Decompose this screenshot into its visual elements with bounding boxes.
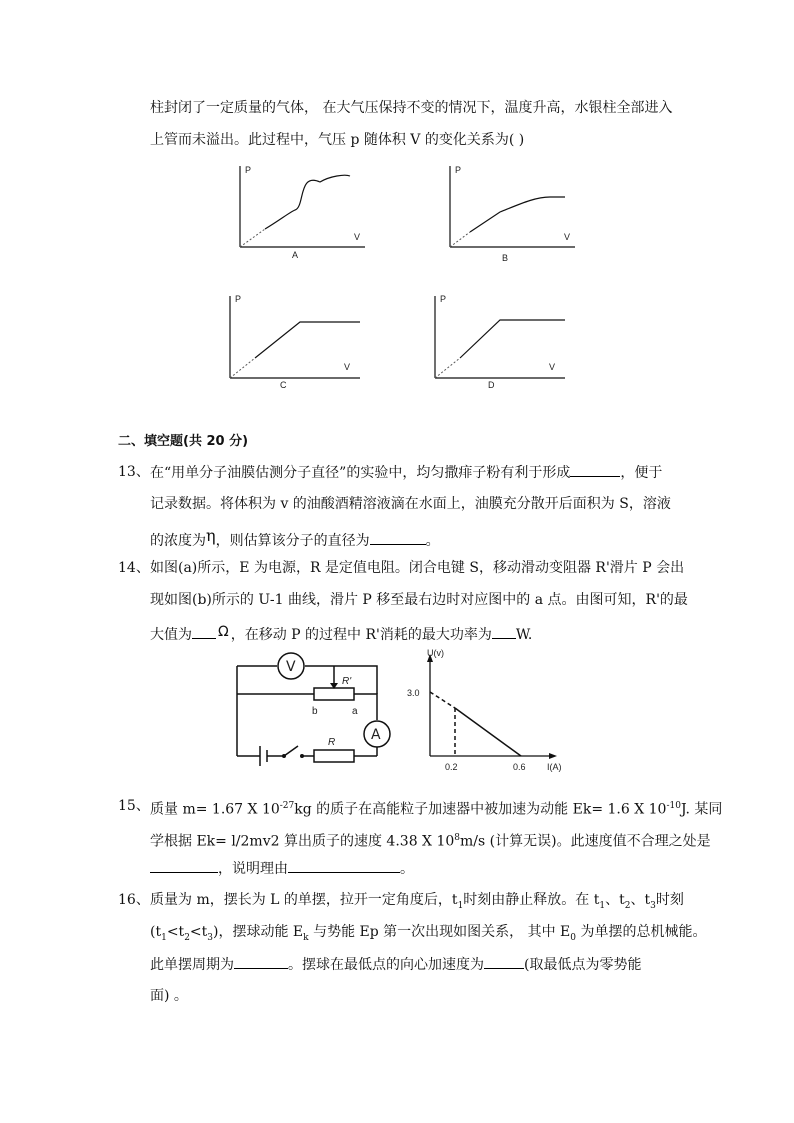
q15-text: 学根据 Ek= l/2mv2 算出质子的速度 4.38 X 10: [150, 833, 455, 850]
q13-line-1: [150, 462, 662, 483]
q16-text: 为单摆的总机械能。: [576, 924, 707, 940]
q16-text: (t: [150, 924, 162, 940]
q16-subscript: 3: [207, 932, 214, 943]
resistor-label: R: [328, 737, 336, 748]
q13-text: 。: [425, 533, 440, 549]
q16-subscript: 2: [184, 932, 190, 943]
graph-d-p-label: P: [440, 294, 447, 304]
graph-d-label: D: [488, 380, 495, 390]
eta-symbol: η: [206, 526, 216, 545]
q13-line-2: 记录数据。将体积为 v 的油酸酒精溶液滴在水面上，油膜充分散开后面积为 S，溶液: [150, 496, 671, 512]
answer-blank[interactable]: [234, 954, 288, 969]
q16-subscript: 1: [599, 900, 606, 911]
q15-text: ，说明理由: [218, 861, 288, 877]
q15-exponent: 8: [454, 833, 461, 843]
q16-line-3: [150, 954, 641, 975]
answer-blank[interactable]: [570, 462, 620, 477]
q16-subscript: k: [303, 932, 309, 943]
ui-ylabel: U(v): [427, 648, 444, 658]
q15-number: 15、: [118, 798, 150, 814]
q14-line-3: [150, 622, 532, 645]
q15-text: kg 的质子在高能粒子加速器中被加速为动能 Ek= 1.6 X 10: [294, 801, 667, 818]
q16-text: 此单摆周期为: [150, 957, 234, 973]
q13-line-3: [150, 526, 440, 551]
q16-text: 、t: [605, 892, 625, 908]
q16-text: 质量为 m，摆长为 L 的单摆，拉开一定角度后，t: [150, 892, 458, 908]
q15-text: 质量 m= 1.67 X 10: [150, 801, 280, 818]
q15-text: J. 某同: [680, 801, 723, 818]
voltmeter-label: V: [286, 659, 296, 675]
q15-exponent: -27: [279, 801, 295, 811]
q14-text: W.: [515, 627, 533, 643]
graph-a-p-label: P: [245, 165, 252, 175]
ui-y-tick: 3.0: [407, 688, 420, 698]
q13-number: 13、: [118, 464, 150, 480]
ammeter-label: A: [371, 727, 381, 743]
q16-text: 、t: [630, 892, 651, 908]
graph-a-label: A: [292, 250, 299, 260]
q12-line-1: 柱封闭了一定质量的气体， 在大气压保持不变的情况下，温度升高，水银柱全部进入: [150, 100, 673, 116]
q16-line-1: [150, 890, 684, 916]
point-b-label: b: [312, 706, 318, 717]
answer-blank[interactable]: [370, 530, 426, 545]
circuit-diagram: [232, 648, 392, 773]
omega-symbol: Ω: [218, 624, 229, 640]
q16-number: 16、: [118, 892, 150, 908]
ui-x-tick-2: 0.6: [513, 762, 526, 772]
rheostat-label: R': [342, 676, 352, 687]
q13-text: 的浓度为: [150, 533, 206, 549]
q13-text: ，便于: [620, 465, 663, 481]
q14-text: ，在移动 P 的过程中 R'消耗的最大功率为: [230, 627, 492, 643]
q16-text: <t: [166, 924, 185, 940]
graph-b-v-label: V: [564, 232, 571, 242]
q16-text: 与势能 Ep 第一次出现如图关系， 其中 E: [308, 924, 571, 940]
q16-text: (取最低点为零势能: [524, 957, 642, 973]
q16-subscript: 0: [570, 932, 577, 943]
q16-text: 时刻由静止释放。在 t: [463, 892, 600, 908]
q14-number: 14、: [118, 560, 150, 576]
q16-line-4: 面) 。: [150, 988, 188, 1004]
q13-text: ，则估算该分子的直径为: [215, 533, 370, 549]
q14-line-1: 如图(a)所示，E 为电源，R 是定值电阻。闭合电键 S，移动滑动变阻器 R'滑片 P 会出: [150, 560, 685, 576]
q14-text: 大值为: [150, 627, 192, 643]
answer-blank[interactable]: [492, 624, 516, 639]
ui-x-tick-1: 0.2: [445, 762, 458, 772]
q16-subscript: 3: [650, 900, 656, 911]
q16-text: )，摆球动能 E: [213, 924, 304, 940]
q15-text: m/s (计算无误)。此速度值不合理之处是: [460, 833, 711, 850]
answer-blank[interactable]: [484, 954, 524, 969]
q15-exponent: -10: [666, 801, 681, 811]
answer-blank[interactable]: [288, 858, 400, 873]
answer-blank[interactable]: [150, 858, 218, 873]
graph-d: [425, 290, 575, 390]
ui-xlabel: I(A): [547, 762, 562, 772]
graph-a-v-label: V: [354, 232, 361, 242]
graph-c-p-label: P: [235, 294, 242, 304]
answer-blank[interactable]: [192, 624, 216, 639]
q15-line-2: [150, 828, 711, 852]
graph-c-label: C: [280, 380, 287, 390]
q13-text: 在“用单分子油膜估测分子直径”的实验中，均匀撒痱子粉有利于形成: [150, 465, 571, 481]
q16-text: 时刻: [655, 892, 684, 908]
q12-line-2: 上管而未溢出。此过程中，气压 p 随体积 V 的变化关系为( ): [150, 132, 525, 148]
q16-text: <t: [189, 924, 208, 940]
ui-graph: [405, 648, 565, 773]
q15-text: 。: [400, 861, 414, 877]
section-heading: 二、填空题(共 20 分): [118, 434, 249, 449]
graph-b-label: B: [502, 253, 509, 263]
graph-b: [440, 162, 580, 262]
q16-subscript: 2: [624, 900, 631, 911]
graph-d-v-label: V: [549, 362, 556, 372]
q16-line-2: [150, 922, 706, 948]
q16-text: 。摆球在最低点的向心加速度为: [288, 957, 484, 973]
q15-line-1: [150, 796, 722, 820]
q16-subscript: 1: [161, 932, 167, 943]
q15-line-3: [150, 858, 414, 879]
graph-a: [230, 162, 370, 262]
q14-line-2: 现如图(b)所示的 U-1 曲线，滑片 P 移至最右边时对应图中的 a 点。由图可知，R'的最: [150, 592, 688, 608]
graph-c: [220, 290, 370, 390]
graph-b-p-label: P: [455, 165, 462, 175]
q16-subscript: 1: [457, 900, 464, 911]
point-a-label: a: [352, 706, 358, 717]
graph-c-v-label: V: [344, 362, 351, 372]
